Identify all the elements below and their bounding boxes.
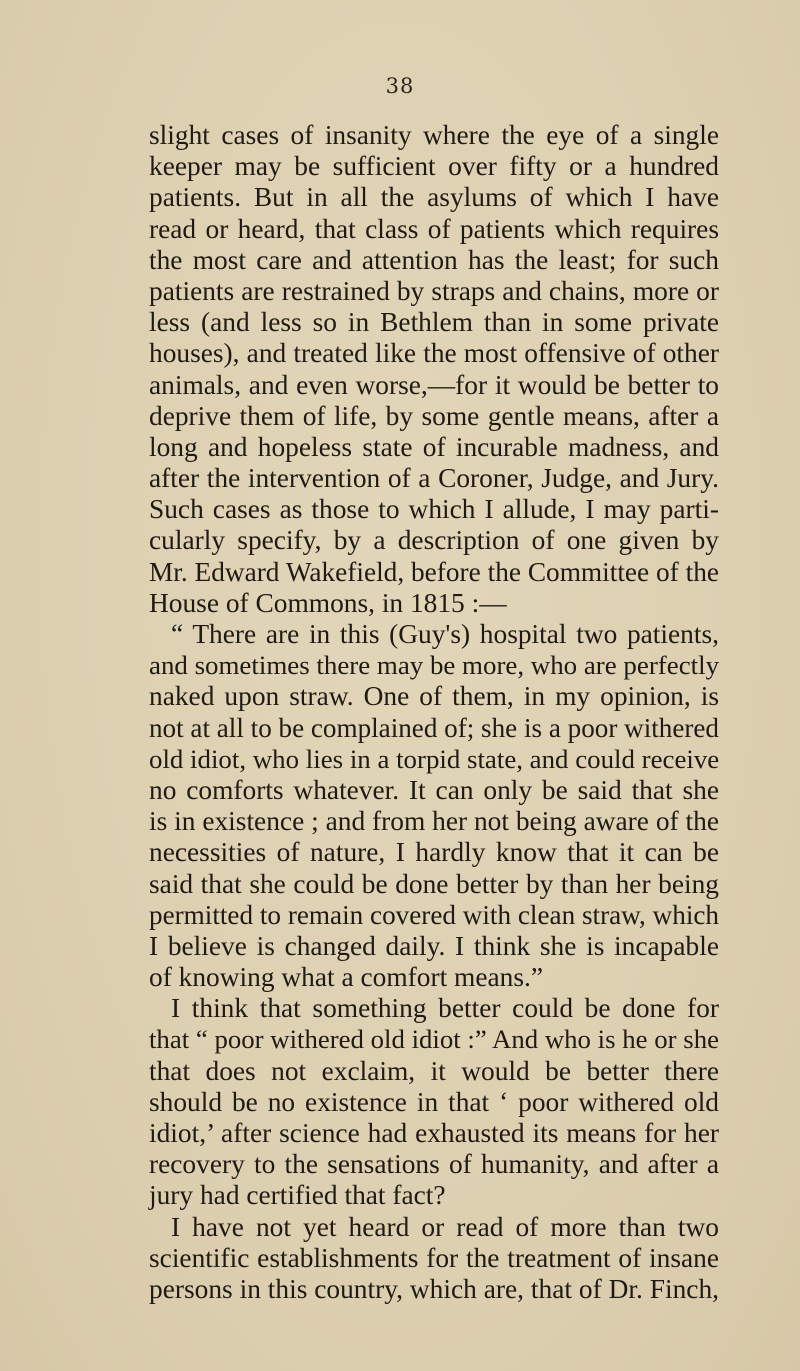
text-line: necessities of nature, I hardly know that it can be [149, 837, 719, 868]
text-line: deprive them of life, by some gentle means, after a [149, 400, 719, 431]
text-line: should be no existence in that ‘ poor withered old [149, 1086, 719, 1117]
text-line: permitted to remain covered with clean straw, which [149, 899, 719, 930]
text-line: animals, and even worse,—for it would be better to [149, 369, 719, 400]
text-line: jury had certified that fact? [149, 1180, 446, 1211]
text-line: recovery to the sensations of humanity, and after a [149, 1149, 719, 1180]
text-line: less (and less so in Bethlem than in some private [149, 307, 719, 338]
text-line: no comforts whatever. It can only be said that she [149, 774, 719, 805]
text-line: Such cases as those to which I allude, I may parti- [149, 494, 719, 525]
text-line: House of Commons, in 1815 :— [149, 587, 507, 618]
text-line: persons in this country, which are, that of Dr. Finch, [149, 1273, 719, 1304]
text-line: I believe is changed daily. I think she is incapable [149, 930, 719, 961]
text-line: long and hopeless state of incurable madness, and [149, 431, 719, 462]
text-line: I have not yet heard or read of more than two [171, 1211, 719, 1242]
text-line: patients. But in all the asylums of which I have [149, 182, 719, 213]
text-line: is in existence ; and from her not being aware of the [149, 806, 719, 837]
text-line: and sometimes there may be more, who are perfectly [149, 650, 720, 681]
text-line: the most care and attention has the least; for such [149, 244, 719, 275]
text-line: keeper may be sufficient over fifty or a hundred [149, 151, 719, 182]
text-line: I think that something better could be done for [171, 993, 719, 1024]
body-text [149, 120, 719, 1305]
text-line: Mr. Edward Wakefield, before the Committee of the [149, 556, 719, 587]
text-line: said that she could be done better by than her being [149, 868, 719, 899]
text-line: of knowing what a comfort means.” [149, 962, 544, 993]
text-line: that does not exclaim, it would be better there [149, 1055, 719, 1086]
text-line: scientific establishments for the treatment of insane [149, 1242, 719, 1273]
text-line: idiot,’ after science had exhausted its means for her [149, 1118, 719, 1148]
text-line: old idiot, who lies in a torpid state, and could receive [149, 743, 720, 774]
text-line: slight cases of insanity where the eye of a single [149, 120, 719, 150]
text-line: naked upon straw. One of them, in my opinion, is [149, 681, 719, 712]
text-line: not at all to be complained of; she is a poor withered [149, 712, 719, 743]
text-line: cularly specify, by a description of one given by [149, 525, 719, 556]
text-line: read or heard, that class of patients which requires [149, 213, 719, 244]
text-line: after the intervention of a Coroner, Judge, and Jury. [149, 463, 719, 494]
text-line: that “ poor withered old idiot :” And who is he or she [149, 1024, 719, 1055]
page-number: 38 [385, 74, 415, 98]
text-line: patients are restrained by straps and chains, more or [149, 275, 719, 306]
text-line: houses), and treated like the most offensive of other [149, 338, 719, 369]
text-line: “ There are in this (Guy's) hospital two patients, [171, 619, 719, 649]
